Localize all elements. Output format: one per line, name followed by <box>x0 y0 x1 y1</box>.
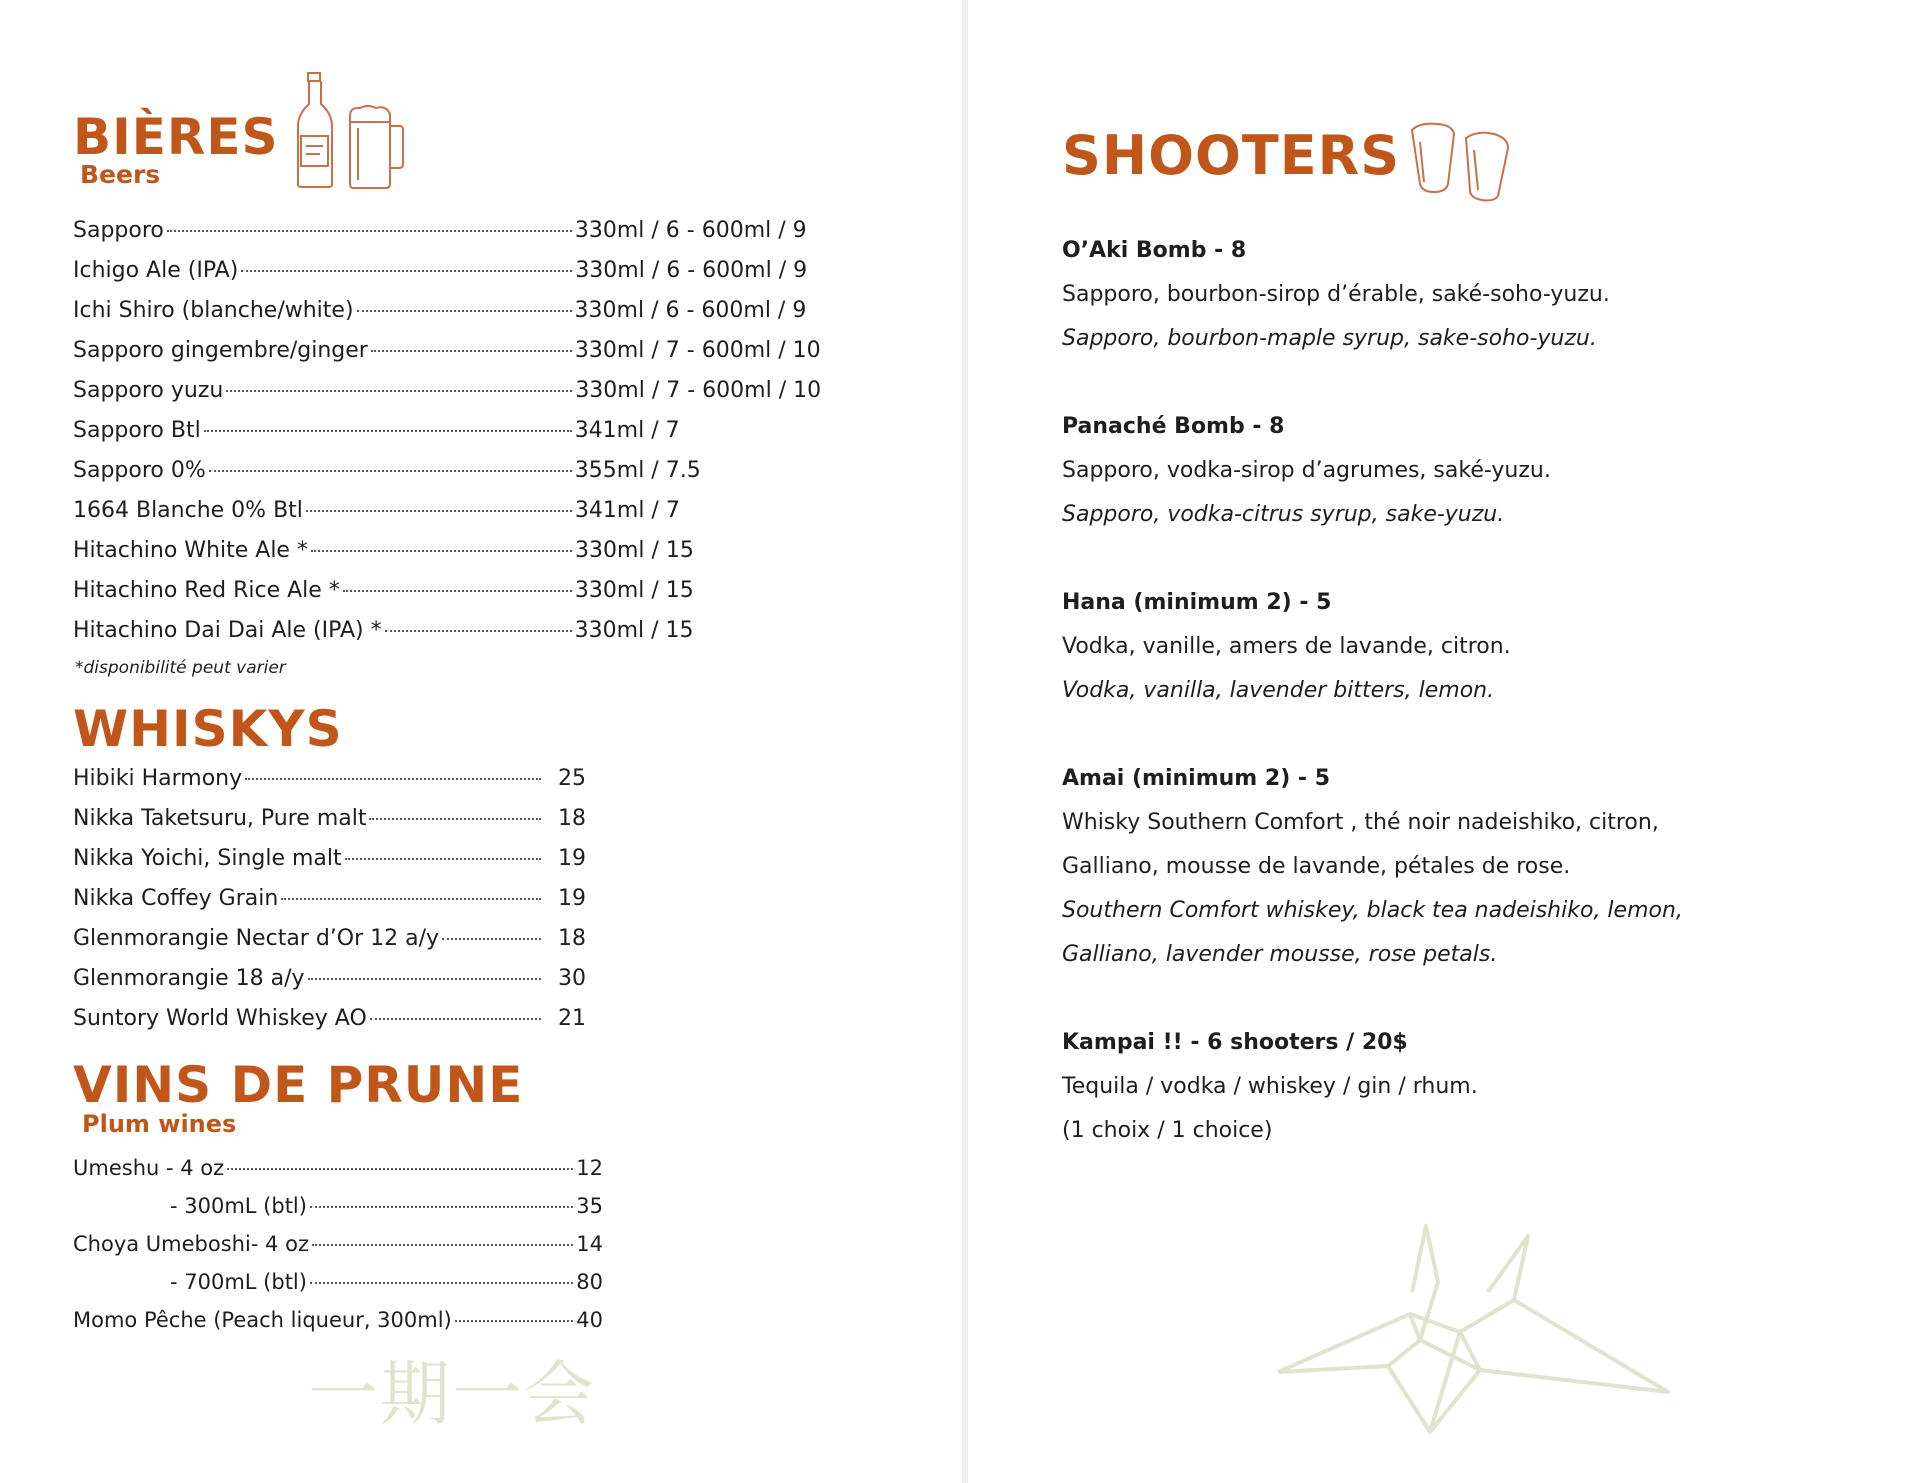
beer-row: 1664 Blanche 0% Btl 341ml / 7 <box>73 498 680 523</box>
shooter-title: Amai (minimum 2) - 5 <box>1062 766 1331 791</box>
shooter-desc-en: Sapporo, vodka-citrus syrup, sake-yuzu. <box>1062 502 1505 527</box>
shooter-desc-fr: Sapporo, vodka-sirop d’agrumes, saké-yuzu. <box>1062 458 1551 483</box>
whisky-row: Nikka Taketsuru, Pure malt 18 <box>73 806 586 831</box>
shooter-desc-en: Vodka, vanilla, lavender bitters, lemon. <box>1062 678 1495 703</box>
plum-wine-row: Choya Umeboshi- 4 oz 14 <box>73 1232 603 1256</box>
beer-row: Hitachino Dai Dai Ale (IPA) * 330ml / 15 <box>73 618 694 643</box>
shooter-title: Hana (minimum 2) - 5 <box>1062 590 1332 615</box>
origami-crane-icon <box>1270 1222 1670 1442</box>
shooter-title: Panaché Bomb - 8 <box>1062 414 1285 439</box>
shooter-desc-fr: Vodka, vanille, amers de lavande, citron. <box>1062 634 1511 659</box>
beer-row: Sapporo yuzu 330ml / 7 - 600ml / 10 <box>73 378 822 403</box>
shooter-desc-en: Southern Comfort whiskey, black tea nadeishiko, lemon, <box>1062 898 1683 923</box>
shooter-desc-fr: Tequila / vodka / whiskey / gin / rhum. <box>1062 1074 1478 1099</box>
shooter-desc-fr: Sapporo, bourbon-sirop d’érable, saké-soho-yuzu. <box>1062 282 1610 307</box>
shooters-title: SHOOTERS <box>1062 124 1401 187</box>
ichigo-ichie-watermark: 一期一会 <box>308 1353 596 1435</box>
whisky-row: Hibiki Harmony 25 <box>73 766 586 791</box>
beer-row: Ichigo Ale (IPA) 330ml / 6 - 600ml / 9 <box>73 258 808 283</box>
beer-row: Sapporo gingembre/ginger 330ml / 7 - 600ml / 10 <box>73 338 821 363</box>
beer-row: Hitachino White Ale * 330ml / 15 <box>73 538 694 563</box>
whisky-row: Nikka Yoichi, Single malt 19 <box>73 846 586 871</box>
plum-wine-row: - 700mL (btl) 80 <box>170 1270 603 1294</box>
beer-row: Sapporo 330ml / 6 - 600ml / 9 <box>73 218 807 243</box>
beers-subtitle: Beers <box>80 160 161 189</box>
beers-title: BIÈRES <box>73 108 279 166</box>
beer-row: Hitachino Red Rice Ale * 330ml / 15 <box>73 578 694 603</box>
shooter-title: Kampai !! - 6 shooters / 20$ <box>1062 1030 1408 1055</box>
beer-bottle-icon <box>292 70 338 190</box>
beer-row: Ichi Shiro (blanche/white) 330ml / 6 - 600ml / 9 <box>73 298 807 323</box>
whiskys-title: WHISKYS <box>73 700 343 758</box>
shooter-desc-fr: (1 choix / 1 choice) <box>1062 1118 1273 1143</box>
shot-glasses-icon <box>1408 120 1518 204</box>
whisky-row: Glenmorangie Nectar d’Or 12 a/y 18 <box>73 926 586 951</box>
whisky-row: Nikka Coffey Grain 19 <box>73 886 586 911</box>
whisky-row: Glenmorangie 18 a/y 30 <box>73 966 586 991</box>
plum-wine-row: Umeshu - 4 oz 12 <box>73 1156 603 1180</box>
shooter-desc-en: Sapporo, bourbon-maple syrup, sake-soho-yuzu. <box>1062 326 1597 351</box>
shooter-desc-fr: Galliano, mousse de lavande, pétales de rose. <box>1062 854 1571 879</box>
beer-row: Sapporo Btl 341ml / 7 <box>73 418 680 443</box>
shooter-title: O’Aki Bomb - 8 <box>1062 238 1247 263</box>
plum-wine-row: Momo Pêche (Peach liqueur, 300ml) 40 <box>73 1308 603 1332</box>
beer-mug-icon <box>346 104 406 190</box>
beer-row: Sapporo 0% 355ml / 7.5 <box>73 458 701 483</box>
shooter-desc-fr: Whisky Southern Comfort , thé noir nadeishiko, citron, <box>1062 810 1659 835</box>
beers-note: *disponibilité peut varier <box>75 658 286 678</box>
plum-wines-subtitle: Plum wines <box>82 1110 237 1138</box>
plum-wines-title: VINS DE PRUNE <box>73 1056 524 1114</box>
plum-wine-row: - 300mL (btl) 35 <box>170 1194 603 1218</box>
shooter-desc-en: Galliano, lavender mousse, rose petals. <box>1062 942 1498 967</box>
whisky-row: Suntory World Whiskey AO 21 <box>73 1006 586 1031</box>
